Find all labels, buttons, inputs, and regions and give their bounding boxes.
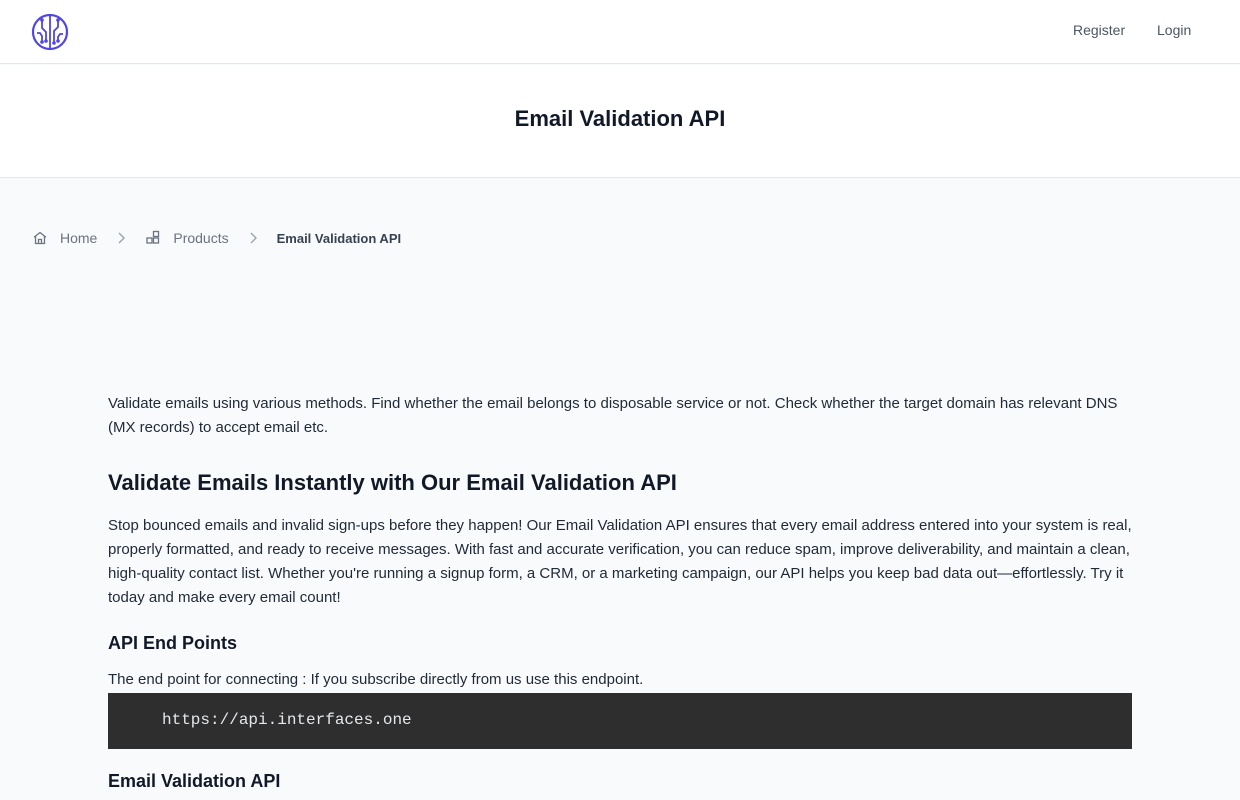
description-paragraph: Stop bounced emails and invalid sign-ups before they happen! Our Email Validation API ensures that every email address entered into your system is real, properly formatted, and ready to receive messages. With fast and accurate verification, you can reduce spam, improve deliverability, and maintain a clean, high-quality contact list. Whether you're running a signup form, a CRM, or a marketing campaign, our API helps you keep bad data out—effortlessly. Try it today and make every email count!	[108, 517, 1132, 606]
endpoint-code-block[interactable]	[108, 693, 1132, 749]
main-content	[108, 392, 1132, 794]
intro-paragraph: Validate emails using various methods. Find whether the email belongs to disposable service or not. Check whether the target domain has relevant DNS (MX records) to accept email etc.	[108, 395, 1118, 436]
logo-icon[interactable]	[31, 13, 69, 51]
api-section-heading: Email Validation API	[108, 771, 281, 791]
breadcrumb-home[interactable]	[32, 230, 97, 246]
breadcrumb-current: Email Validation API	[276, 230, 402, 246]
brain-circuit-logo-icon	[31, 13, 69, 51]
endpoint-url[interactable]: https://api.interfaces.one	[162, 711, 412, 729]
register-link[interactable]: Register	[1073, 22, 1126, 38]
page-title: Email Validation API	[514, 106, 726, 131]
hero-banner	[0, 65, 1240, 178]
endpoints-description: The end point for connecting : If you subscribe directly from us use this endpoint.	[108, 671, 644, 688]
login-link[interactable]: Login	[1157, 22, 1192, 38]
breadcrumb-home-label: Home	[60, 230, 98, 246]
breadcrumb	[32, 228, 401, 248]
home-icon	[32, 230, 48, 246]
endpoints-heading: API End Points	[108, 633, 238, 653]
section-heading: Validate Emails Instantly with Our Email Validation API	[108, 470, 677, 495]
chevron-right-icon	[245, 230, 261, 246]
grid-icon	[145, 230, 161, 246]
breadcrumb-products-label: Products	[173, 230, 229, 246]
chevron-right-icon	[113, 230, 129, 246]
breadcrumb-products[interactable]	[145, 230, 228, 246]
top-navbar	[0, 0, 1240, 64]
